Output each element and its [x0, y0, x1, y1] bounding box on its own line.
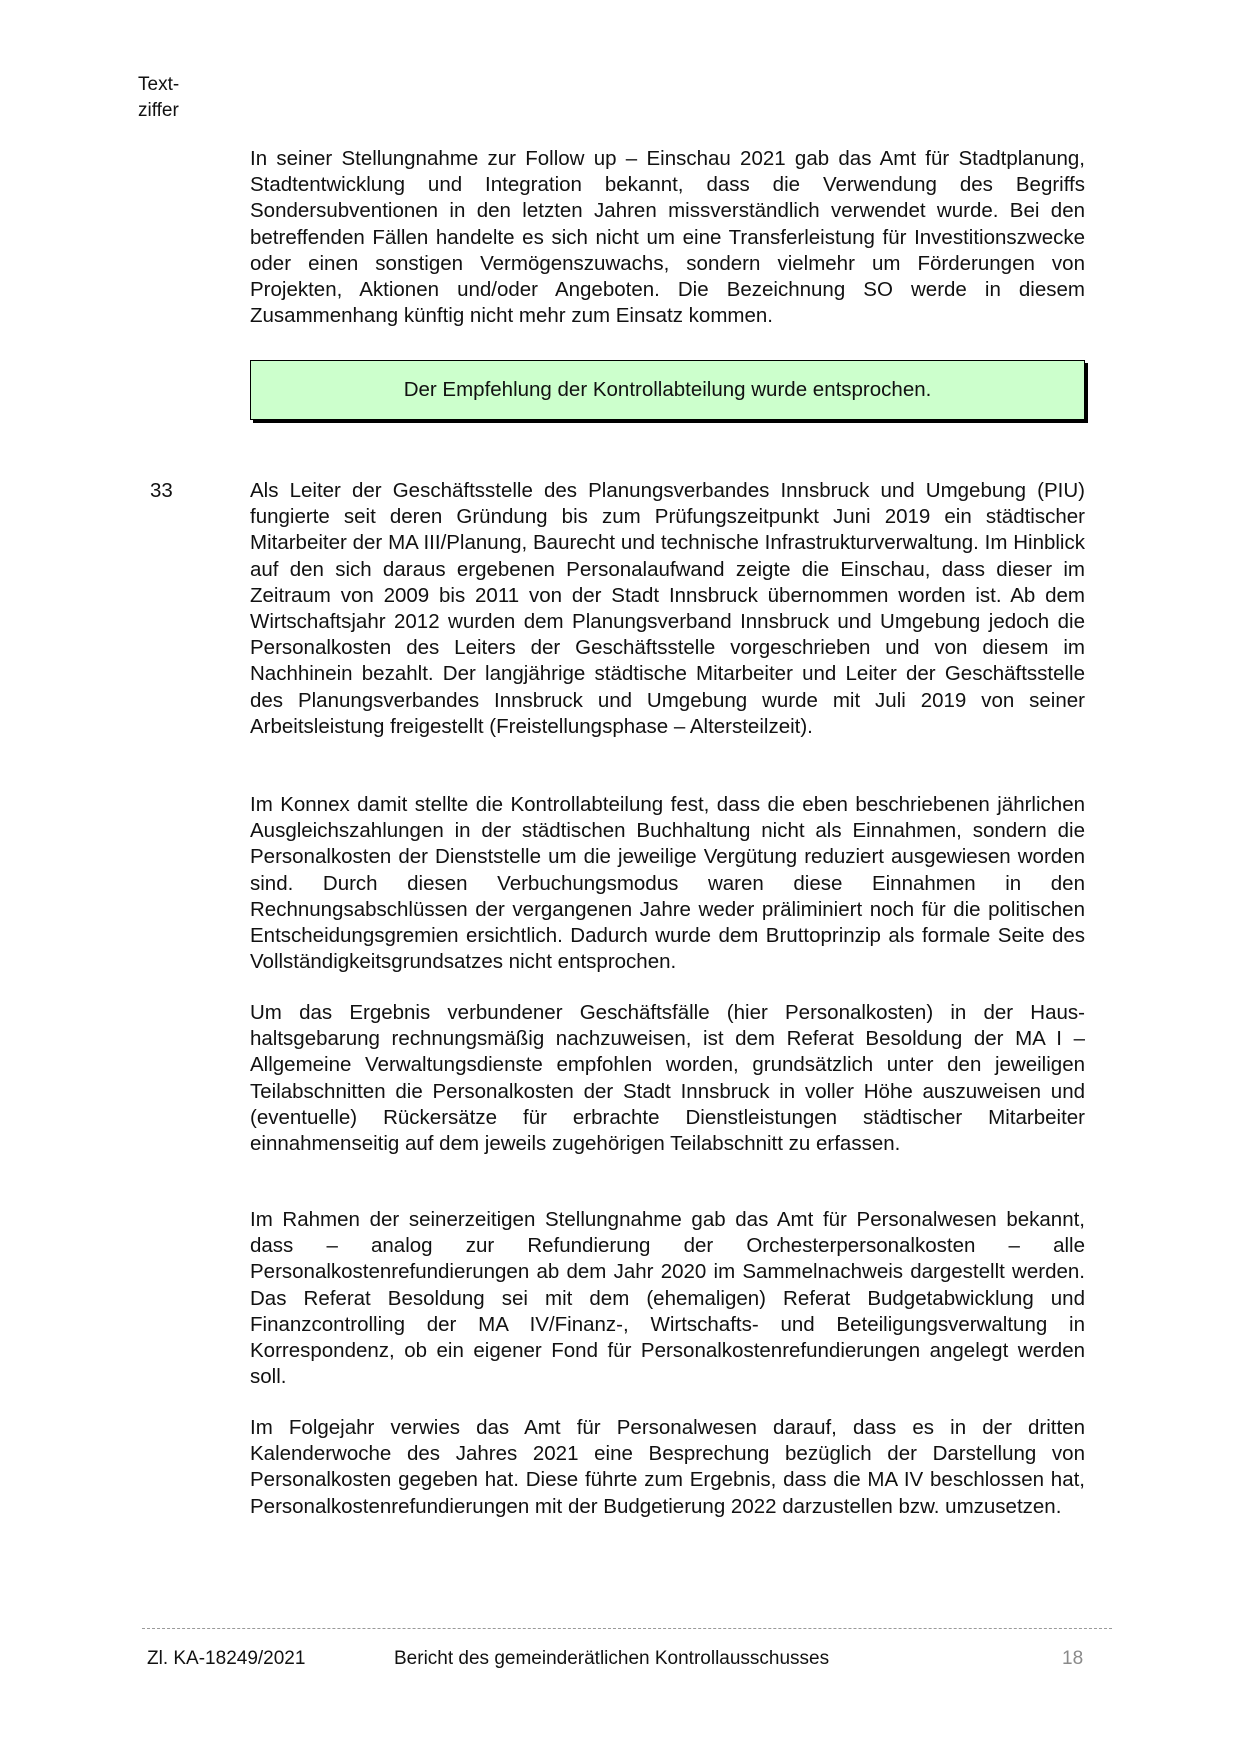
paragraph-33-5: Im Folgejahr verwies das Amt für Personalwesen darauf, dass es in der dritten Kalenderwoche des Jahres 2021 eine Besprechung bezüglich der Darstellung von Personalkosten gegeben hat. Diese führte zum Ergebnis, dass die MA IV beschlossen hat, Personalkostenrefundierungen mit der Budgetierung 2022 darzustellen bzw. umzusetzen. — [250, 1416, 1085, 1518]
footer-page-number: 18 — [1062, 1648, 1084, 1669]
paragraph-33-3: Um das Ergebnis verbundener Geschäftsfälle (hier Personalkosten) in der Haushaltsgebarung rechnungsmäßig nachzuweisen, ist dem Referat Besoldung der MA I – Allgemeine Verwaltungsdienste empfohlen worden, grundsätzlich unter den jeweiligen Teilabschnitten die Personalkosten der Stadt Innsbruck in voller Höhe auszuweisen und (eventuelle) Rückersätze für erbrachte Dienstleistungen städtischer Mitarbeiter einnahmenseitig auf dem jeweils zugehörigen Teilabschnitt zu erfassen. — [250, 1001, 1085, 1156]
paragraph-33-4: Im Rahmen der seinerzeitigen Stellungnahme gab das Amt für Personalwesen bekannt, dass – analog zur Refundierung der Orchesterpersonalkosten – alle Personalkostenrefundierungen ab dem Jahr 2020 im Sammelnachweis dargestellt werden. Das Referat Besoldung sei mit dem (ehemaligen) Referat Budgetabwicklung und Finanzcontrolling der MA IV/Finanz-, Wirtschafts- und Beteiligungsverwaltung in Korrespondenz, ob ein eigener Fond für Personalkostenrefundierungen angelegt werden soll. — [250, 1208, 1085, 1389]
result-box — [250, 360, 1085, 420]
result-box-text: Der Empfehlung der Kontrollabteilung wurde entsprochen. — [403, 378, 932, 401]
textziffer-margin-label — [138, 72, 179, 124]
footer-title: Bericht des gemeinderätlichen Kontrollausschusses — [394, 1648, 830, 1669]
margin-label-line1: Text- — [138, 74, 180, 95]
margin-label-line2: ziffer — [138, 100, 179, 121]
footer-divider — [142, 1628, 1112, 1629]
paragraph-33-2: Im Konnex damit stellte die Kontrollabteilung fest, dass die eben beschriebenen jährlichen Ausgleichszahlungen in der städtischen Buchhaltung nicht als Einnahmen, sondern die Personalkosten der Dienststelle um die jeweilige Vergütung reduziert ausgewiesen worden sind. Durch diesen Verbuchungsmodus waren diese Einnahmen in den Rechnungsabschlüssen der vergangenen Jahre weder präliminiert noch für die politischen Entscheidungsgremien ersichtlich. Dadurch wurde dem Bruttoprinzip als formale Seite des Vollständigkeitsgrundsatzes nicht entsprochen. — [250, 793, 1085, 974]
textziffer-number: 33 — [150, 479, 173, 502]
footer-reference: Zl. KA-18249/2021 — [147, 1648, 306, 1669]
intro-paragraph: In seiner Stellungnahme zur Follow up – Einschau 2021 gab das Amt für Stadtplanung, Stadtentwicklung und Integration bekannt, dass die Verwendung des Begriffs Sondersubventionen in den letzten Jahren missverständlich verwendet wurde. Bei den betreffenden Fällen handelte es sich nicht um eine Transferleistung für Investitionszwecke oder einen sonstigen Vermögenszuwachs, sondern vielmehr um Förderungen von Projekten, Aktionen und/oder Angeboten. Die Bezeichnung SO werde in diesem Zusammenhang künftig nicht mehr zum Einsatz kommen. — [250, 147, 1085, 328]
paragraph-33-1: Als Leiter der Geschäftsstelle des Planungsverbandes Innsbruck und Umgebung (PIU) fungierte seit deren Gründung bis zum Prüfungszeitpunkt Juni 2019 ein städtischer Mitarbeiter der MA III/Planung, Baurecht und technische Infrastrukturverwaltung. Im Hinblick auf den sich daraus ergebenen Personalaufwand zeigte die Einschau, dass dieser im Zeitraum von 2009 bis 2011 von der Stadt Innsbruck übernommen worden ist. Ab dem Wirtschaftsjahr 2012 wurden dem Planungsverband Innsbruck und Umgebung jedoch die Personalkosten des Leiters der Geschäftsstelle vorgeschrieben und von diesem im Nachhinein bezahlt. Der langjährige städtische Mitarbeiter und Leiter der Geschäftsstelle des Planungsverbandes Innsbruck und Umgebung wurde mit Juli 2019 von seiner Arbeitsleistung freigestellt (Freistellungsphase – Altersteilzeit). — [250, 479, 1085, 738]
